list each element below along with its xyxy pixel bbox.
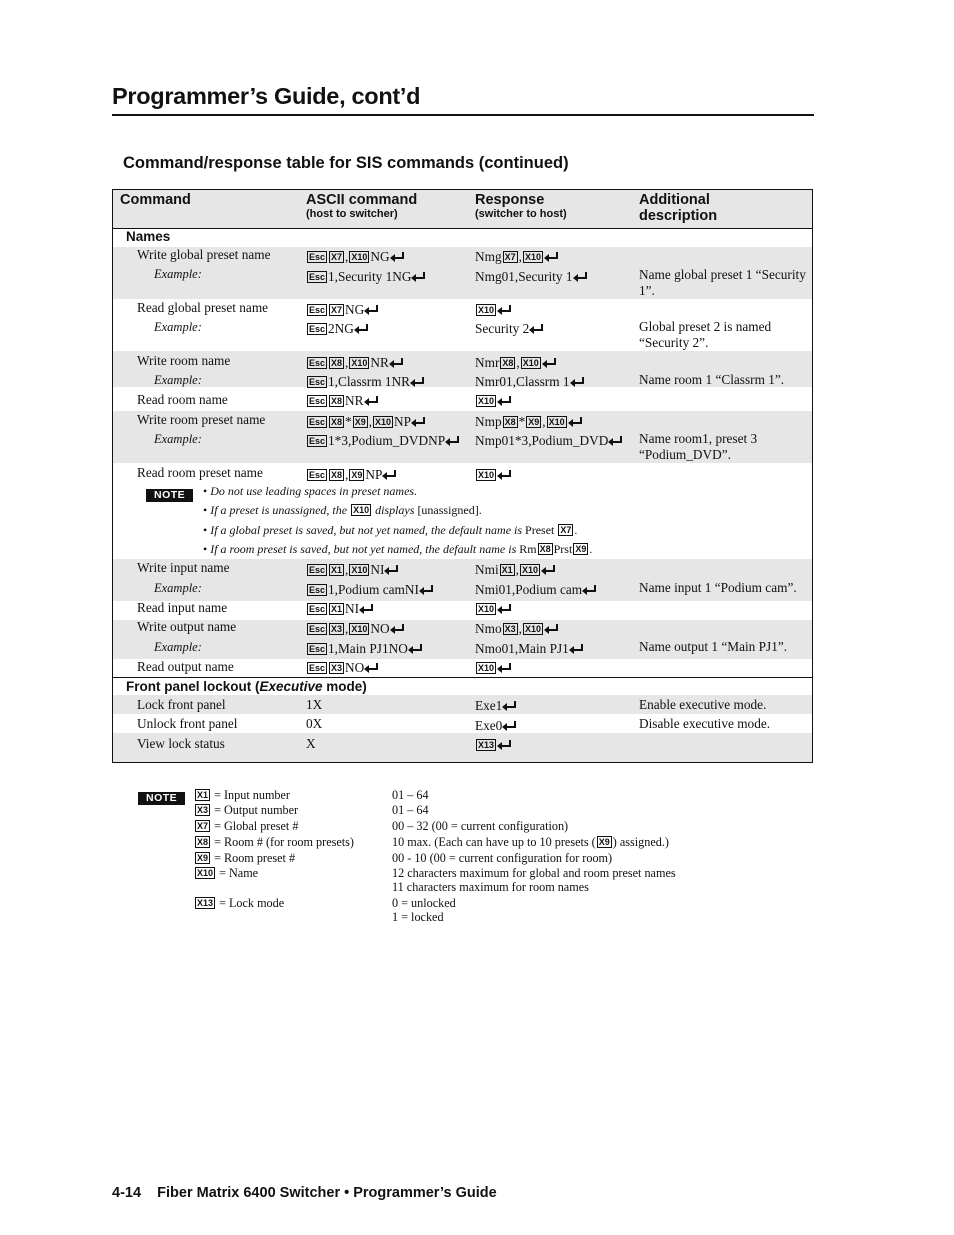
cmd-read-input-name: Read input name (137, 600, 228, 615)
enter-icon (503, 701, 516, 710)
enter-icon (498, 396, 511, 405)
enter-icon (545, 624, 558, 633)
section-front-panel-lockout: Front panel lockout (Executive mode) (126, 679, 367, 694)
legend-x8-value: 10 max. (Each can have up to 10 presets ( X9 ) assigned.) (392, 835, 669, 849)
table-note-badge: NOTE (146, 485, 193, 503)
legend-x10-label: X10 = Name (197, 866, 259, 880)
example-label: Example: (154, 432, 202, 446)
cmd-write-input-name: Write input name (137, 560, 230, 575)
table-note-line-4: • If a room preset is saved, but not yet named, the default name is Rm X8 Prst X9 . (203, 542, 593, 556)
example-ascii: Esc 2NG (306, 321, 368, 337)
cmd-unlock-front-panel: Unlock front panel (137, 716, 238, 731)
resp-write-global-preset-name: Nmg X7 , X10 (475, 249, 558, 265)
enter-icon (365, 396, 378, 405)
example-response: Nmp01*3,Podium_DVD (475, 433, 622, 449)
enter-icon (390, 358, 403, 367)
example-description: Name room 1 “Classrm 1”. (639, 372, 785, 387)
legend-note-badge: NOTE (138, 788, 185, 806)
example-description: Name input 1 “Podium cam”. (639, 580, 797, 595)
enter-icon (574, 272, 587, 281)
example-label: Example: (154, 581, 202, 595)
enter-icon (360, 604, 373, 613)
enter-icon (498, 604, 511, 613)
enter-icon (498, 470, 511, 479)
example-ascii: Esc 1,Classrm 1NR (306, 374, 424, 390)
example-description: Name room1, preset 3 “Podium_DVD”. (639, 431, 758, 462)
title-rule (112, 114, 814, 116)
command-response-table (112, 189, 813, 763)
enter-icon (412, 272, 425, 281)
enter-icon (498, 663, 511, 672)
resp-unlock-front-panel: Exe0 (475, 718, 516, 734)
example-ascii: Esc 1,Security 1NG (306, 269, 425, 285)
legend-x8-label: X8 = Room # (for room presets) (197, 835, 354, 849)
enter-icon (383, 470, 396, 479)
enter-icon (571, 377, 584, 386)
legend-x13-label: X13 = Lock mode (197, 896, 285, 910)
table-note-line-1: • Do not use leading spaces in preset names. (203, 484, 418, 498)
enter-icon (365, 305, 378, 314)
legend-x1-label: X1 = Input number (197, 788, 290, 802)
enter-icon (503, 721, 516, 730)
header-command: Command (120, 192, 191, 208)
resp-read-input-name: X10 (475, 601, 511, 617)
example-label: Example: (154, 640, 202, 654)
ascii-write-input-name: Esc X1 , X10 NI (306, 562, 398, 578)
cmd-write-room-name: Write room name (137, 353, 231, 368)
example-response: Nmi01,Podium cam (475, 582, 596, 598)
enter-icon (446, 436, 459, 445)
legend-x10-value-1: 12 characters maximum for global and room preset names (392, 866, 676, 880)
legend-x13-value-2: 1 = locked (392, 910, 444, 924)
resp-view-lock-status: X13 (475, 737, 511, 753)
enter-icon (543, 358, 556, 367)
ascii-read-room-name: Esc X8 NR (306, 393, 378, 409)
example-ascii: Esc 1*3,Podium_DVDNP (306, 433, 459, 449)
footer-title: Fiber Matrix 6400 Switcher • Programmer’s Guide (157, 1185, 497, 1201)
ascii-write-room-preset-name: Esc X8 * X9 , X10 NP (306, 414, 425, 430)
desc-unlock-front-panel: Disable executive mode. (639, 716, 771, 731)
enter-icon (365, 663, 378, 672)
page-number: 4-14 (112, 1185, 142, 1201)
enter-icon (355, 324, 368, 333)
resp-write-room-preset-name: Nmp X8 * X9 , X10 (475, 414, 582, 430)
cmd-lock-front-panel: Lock front panel (137, 697, 226, 712)
table-note-line-2: • If a preset is unassigned, the X10 displays [unassigned]. (203, 503, 482, 517)
cmd-read-room-name: Read room name (137, 392, 228, 407)
enter-icon (530, 324, 543, 333)
ascii-view-lock-status: X (306, 736, 316, 751)
table-note-line-3: • If a global preset is saved, but not yet named, the default name is Preset X7 . (203, 523, 578, 537)
ascii-write-output-name: Esc X3 , X10 NO (306, 621, 404, 637)
enter-icon (545, 252, 558, 261)
ascii-write-global-preset-name: Esc X7 , X10 NG (306, 249, 404, 265)
example-response: Nmo01,Main PJ1 (475, 641, 583, 657)
legend-x1-value: 01 – 64 (392, 788, 429, 802)
ascii-read-input-name: Esc X1 NI (306, 601, 373, 617)
cmd-write-room-preset-name: Write room preset name (137, 412, 266, 427)
enter-icon (569, 417, 582, 426)
cmd-write-global-preset-name: Write global preset name (137, 247, 271, 262)
legend-x7-value: 00 – 32 (00 = current configuration) (392, 819, 569, 833)
enter-icon (498, 740, 511, 749)
resp-write-input-name: Nmi X1 , X10 (475, 562, 555, 578)
page-footer (112, 1185, 497, 1201)
page-title: Programmer’s Guide, cont’d (112, 83, 421, 109)
enter-icon (609, 436, 622, 445)
legend-x3-label: X3 = Output number (197, 803, 299, 817)
enter-icon (385, 565, 398, 574)
enter-icon (542, 565, 555, 574)
resp-read-global-preset-name: X10 (475, 302, 511, 318)
enter-icon (391, 252, 404, 261)
example-ascii: Esc 1,Podium camNI (306, 582, 433, 598)
cmd-view-lock-status: View lock status (137, 736, 225, 751)
ascii-lock-front-panel: 1X (306, 697, 323, 712)
resp-write-room-name: Nmr X8 , X10 (475, 355, 556, 371)
example-label: Example: (154, 320, 202, 334)
cmd-write-output-name: Write output name (137, 619, 237, 634)
cmd-read-output-name: Read output name (137, 659, 234, 674)
example-description: Name global preset 1 “Security 1”. (639, 267, 806, 298)
enter-icon (409, 644, 422, 653)
cmd-read-room-preset-name: Read room preset name (137, 465, 263, 480)
resp-write-output-name: Nmo X3 , X10 (475, 621, 558, 637)
enter-icon (498, 305, 511, 314)
enter-icon (411, 377, 424, 386)
cmd-read-global-preset-name: Read global preset name (137, 300, 269, 315)
enter-icon (570, 644, 583, 653)
resp-read-output-name: X10 (475, 660, 511, 676)
example-label: Example: (154, 373, 202, 387)
example-label: Example: (154, 267, 202, 281)
enter-icon (420, 585, 433, 594)
ascii-write-room-name: Esc X8 , X10 NR (306, 355, 403, 371)
legend-x13-value-1: 0 = unlocked (392, 896, 456, 910)
enter-icon (391, 624, 404, 633)
table-header (113, 190, 812, 229)
example-response: Nmg01,Security 1 (475, 269, 587, 285)
example-response: Security 2 (475, 321, 543, 337)
example-response: Nmr01,Classrm 1 (475, 374, 584, 390)
example-ascii: Esc 1,Main PJ1NO (306, 641, 422, 657)
enter-icon (412, 417, 425, 426)
ascii-read-output-name: Esc X3 NO (306, 660, 378, 676)
legend-x9-label: X9 = Room preset # (197, 851, 296, 865)
section-names: Names (126, 229, 171, 244)
example-description: Name output 1 “Main PJ1”. (639, 639, 788, 654)
header-ascii: ASCII command (host to switcher) (306, 192, 418, 220)
legend-x10-value-2: 11 characters maximum for room names (392, 880, 589, 894)
resp-read-room-preset-name: X10 (475, 467, 511, 483)
example-description: Global preset 2 is named “Security 2”. (639, 319, 772, 350)
header-response: Response (switcher to host) (475, 192, 567, 220)
resp-read-room-name: X10 (475, 393, 511, 409)
legend-x3-value: 01 – 64 (392, 803, 429, 817)
legend-x7-label: X7 = Global preset # (197, 819, 299, 833)
ascii-read-room-preset-name: Esc X8 , X9 NP (306, 467, 396, 483)
header-description: Additional description (639, 192, 718, 224)
ascii-unlock-front-panel: 0X (306, 716, 323, 731)
desc-lock-front-panel: Enable executive mode. (639, 697, 767, 712)
resp-lock-front-panel: Exe1 (475, 698, 516, 714)
legend-x9-value: 00 - 10 (00 = current configuration for room) (392, 851, 613, 865)
ascii-read-global-preset-name: Esc X7 NG (306, 302, 378, 318)
enter-icon (583, 585, 596, 594)
section-heading: Command/response table for SIS commands (continued) (123, 154, 569, 172)
